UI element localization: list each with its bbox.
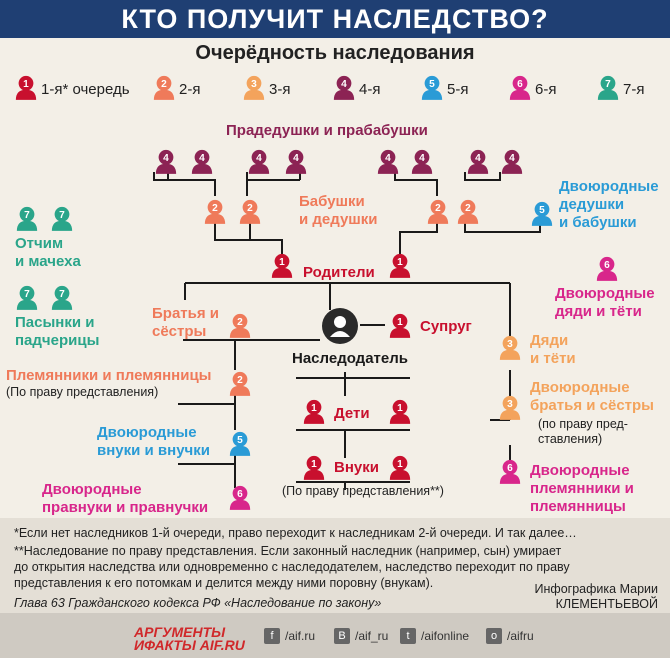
person-icon bbox=[530, 200, 554, 226]
label-great-grandchildren: Двоюродные правнуки и правнучки bbox=[42, 481, 209, 516]
person-icon bbox=[228, 312, 252, 338]
svg-text:2: 2 bbox=[212, 203, 218, 214]
label-aunts: Дяди и тёти bbox=[530, 332, 576, 367]
heir-icon-q1 bbox=[270, 252, 294, 283]
label-children: Дети bbox=[334, 405, 370, 422]
person-icon bbox=[302, 398, 326, 424]
svg-text:4: 4 bbox=[293, 153, 299, 164]
label-parents: Родители bbox=[303, 264, 375, 281]
legend-label: 4-я bbox=[359, 80, 381, 98]
facebook-icon: f bbox=[264, 628, 280, 644]
label-cousins-note: (по праву пред- ставления) bbox=[538, 417, 628, 446]
social-facebook[interactable] bbox=[264, 628, 315, 644]
label-spouse: Супруг bbox=[420, 318, 472, 335]
law-reference: Глава 63 Гражданского кодекса РФ «Наследование по закону» bbox=[14, 596, 382, 610]
heir-icon-q2 bbox=[228, 312, 252, 343]
label-great-grandparents: Прадедушки и прабабушки bbox=[226, 122, 428, 139]
label-nephews-note: (По праву представления) bbox=[6, 385, 159, 399]
svg-text:5: 5 bbox=[429, 79, 435, 90]
person-icon bbox=[595, 255, 619, 281]
footnote-2-line-1: **Наследование по праву представления. Если законный наследник (например, сын) умирает bbox=[14, 544, 562, 558]
person-icon bbox=[228, 484, 252, 510]
svg-text:2: 2 bbox=[237, 317, 243, 328]
footnote-2-line-3: представления к его потомкам и делится между ними поровну (внукам). bbox=[14, 576, 434, 590]
heir-icon-q4 bbox=[500, 148, 524, 179]
svg-text:7: 7 bbox=[59, 210, 65, 221]
heir-icon-q3 bbox=[498, 394, 522, 425]
label-cousins: Двоюродные братья и сёстры bbox=[530, 379, 654, 414]
svg-text:6: 6 bbox=[507, 463, 513, 474]
person-icon bbox=[426, 198, 450, 224]
person-icon bbox=[270, 252, 294, 278]
heir-icon-q5 bbox=[530, 200, 554, 231]
heir-icon-q1 bbox=[388, 398, 412, 429]
footnote-2-line-2: до открытия наследства или одновременно с наследодателем, наследство переходит по праву bbox=[14, 560, 570, 574]
label-grandchildren-note: (По праву представления**) bbox=[282, 484, 444, 498]
svg-text:1: 1 bbox=[397, 403, 403, 414]
person-icon bbox=[500, 148, 524, 174]
svg-text:6: 6 bbox=[517, 79, 523, 90]
svg-text:4: 4 bbox=[475, 153, 481, 164]
credit: Инфографика Марии КЛЕМЕНТЬЕВОЙ bbox=[534, 582, 658, 611]
person-icon bbox=[322, 308, 358, 344]
svg-text:4: 4 bbox=[199, 153, 205, 164]
heir-icon-q7 bbox=[15, 284, 39, 315]
svg-text:7: 7 bbox=[605, 79, 611, 90]
heir-icon-q3 bbox=[498, 334, 522, 365]
person-icon bbox=[498, 458, 522, 484]
svg-text:2: 2 bbox=[237, 375, 243, 386]
person-icon bbox=[388, 454, 412, 480]
aif-logo[interactable]: АРГУМЕНТЫ ИФАКТЫ AIF.RU bbox=[134, 624, 245, 653]
heir-icon-q2 bbox=[228, 370, 252, 401]
testator-avatar bbox=[322, 308, 358, 344]
person-icon bbox=[203, 198, 227, 224]
label-nephews: Племянники и племянницы bbox=[6, 367, 212, 384]
svg-text:5: 5 bbox=[237, 435, 243, 446]
svg-text:4: 4 bbox=[341, 79, 347, 90]
vk-icon: В bbox=[334, 628, 350, 644]
heir-icon-q1 bbox=[302, 454, 326, 485]
heir-icon-q4 bbox=[284, 148, 308, 179]
social-label: /aif_ru bbox=[355, 629, 389, 643]
svg-text:7: 7 bbox=[59, 289, 65, 300]
label-cousin-aunts: Двоюродные дяди и тёти bbox=[555, 285, 655, 320]
heir-icon-q6 bbox=[595, 255, 619, 286]
social-label: /aif.ru bbox=[285, 629, 316, 643]
heir-icon-q6 bbox=[228, 484, 252, 515]
label-cousin-grandchildren: Двоюродные внуки и внучки bbox=[97, 424, 210, 459]
person-icon bbox=[456, 198, 480, 224]
social-ok[interactable] bbox=[486, 628, 534, 644]
heir-icon-q2 bbox=[426, 198, 450, 229]
social-label: /aifru bbox=[507, 629, 534, 643]
person-icon bbox=[15, 284, 39, 310]
legend-label: 1-я* очередь bbox=[41, 80, 130, 98]
heir-icon-q7 bbox=[15, 205, 39, 236]
svg-text:4: 4 bbox=[385, 153, 391, 164]
footnote-1: *Если нет наследников 1-й очереди, право переходит к наследникам 2-й очереди. И так далее… bbox=[14, 526, 577, 540]
label-grandparents: Бабушки и дедушки bbox=[299, 193, 378, 228]
svg-text:7: 7 bbox=[24, 210, 30, 221]
person-icon bbox=[228, 370, 252, 396]
svg-text:4: 4 bbox=[509, 153, 515, 164]
svg-text:3: 3 bbox=[507, 339, 513, 350]
subtitle: Очерёдность наследования bbox=[195, 42, 475, 64]
label-grandchildren: Внуки bbox=[334, 459, 379, 476]
label-stepchildren: Пасынки и падчерицы bbox=[15, 314, 100, 349]
legend-label: 6-я bbox=[535, 80, 557, 98]
heir-icon-q7 bbox=[50, 205, 74, 236]
svg-text:1: 1 bbox=[397, 459, 403, 470]
social-twitter[interactable] bbox=[400, 628, 469, 644]
person-icon bbox=[498, 334, 522, 360]
heir-icon-q1 bbox=[388, 252, 412, 283]
social-label: /aifonline bbox=[421, 629, 470, 643]
heir-icon-q2 bbox=[203, 198, 227, 229]
label-siblings: Братья и сёстры bbox=[152, 305, 219, 340]
svg-text:5: 5 bbox=[539, 205, 545, 216]
heir-icon-q1 bbox=[302, 398, 326, 429]
heir-icon-q2 bbox=[238, 198, 262, 229]
heir-icon-q1 bbox=[388, 312, 412, 343]
person-icon bbox=[238, 198, 262, 224]
person-icon bbox=[50, 284, 74, 310]
heir-icon-q4 bbox=[190, 148, 214, 179]
svg-text:1: 1 bbox=[279, 257, 285, 268]
heir-icon-q2 bbox=[456, 198, 480, 229]
ok-icon: o bbox=[486, 628, 502, 644]
person-icon bbox=[388, 398, 412, 424]
person-icon bbox=[154, 148, 178, 174]
person-icon bbox=[247, 148, 271, 174]
heir-icon-q4 bbox=[410, 148, 434, 179]
social-vk[interactable] bbox=[334, 628, 388, 644]
svg-text:4: 4 bbox=[256, 153, 262, 164]
svg-text:4: 4 bbox=[419, 153, 425, 164]
label-stepparents: Отчим и мачеха bbox=[15, 235, 81, 270]
person-icon bbox=[376, 148, 400, 174]
svg-text:2: 2 bbox=[161, 79, 167, 90]
legend-label: 3-я bbox=[269, 80, 291, 98]
person-icon bbox=[302, 454, 326, 480]
page-title: КТО ПОЛУЧИТ НАСЛЕДСТВО? bbox=[0, 0, 670, 38]
legend-label: 7-я bbox=[623, 80, 645, 98]
person-icon bbox=[228, 430, 252, 456]
svg-text:1: 1 bbox=[311, 403, 317, 414]
label-testator: Наследодатель bbox=[292, 350, 408, 367]
heir-icon-q4 bbox=[247, 148, 271, 179]
person-icon bbox=[498, 394, 522, 420]
legend-label: 2-я bbox=[179, 80, 201, 98]
svg-text:6: 6 bbox=[237, 489, 243, 500]
svg-text:7: 7 bbox=[24, 289, 30, 300]
svg-text:3: 3 bbox=[507, 399, 513, 410]
svg-text:2: 2 bbox=[247, 203, 253, 214]
label-cousin-grandparents: Двоюродные дедушки и бабушки bbox=[559, 178, 659, 231]
heir-icon-q5 bbox=[228, 430, 252, 461]
person-icon bbox=[410, 148, 434, 174]
svg-text:1: 1 bbox=[397, 317, 403, 328]
person-icon bbox=[388, 252, 412, 278]
heir-icon-q4 bbox=[466, 148, 490, 179]
svg-text:2: 2 bbox=[465, 203, 471, 214]
label-cousin-nephews: Двоюродные племянники и племянницы bbox=[530, 462, 634, 515]
svg-text:6: 6 bbox=[604, 260, 610, 271]
person-icon bbox=[388, 312, 412, 338]
svg-text:1: 1 bbox=[311, 459, 317, 470]
person-icon bbox=[50, 205, 74, 231]
person-icon bbox=[15, 205, 39, 231]
svg-text:2: 2 bbox=[435, 203, 441, 214]
legend-label: 5-я bbox=[447, 80, 469, 98]
person-icon bbox=[466, 148, 490, 174]
twitter-icon: t bbox=[400, 628, 416, 644]
heir-icon-q7 bbox=[50, 284, 74, 315]
heir-icon-q6 bbox=[498, 458, 522, 489]
person-icon bbox=[190, 148, 214, 174]
person-icon bbox=[284, 148, 308, 174]
svg-text:1: 1 bbox=[23, 79, 29, 90]
footer bbox=[0, 518, 670, 613]
svg-text:1: 1 bbox=[397, 257, 403, 268]
svg-text:4: 4 bbox=[163, 153, 169, 164]
heir-icon-q4 bbox=[154, 148, 178, 179]
svg-text:3: 3 bbox=[251, 79, 257, 90]
heir-icon-q4 bbox=[376, 148, 400, 179]
heir-icon-q1 bbox=[388, 454, 412, 485]
